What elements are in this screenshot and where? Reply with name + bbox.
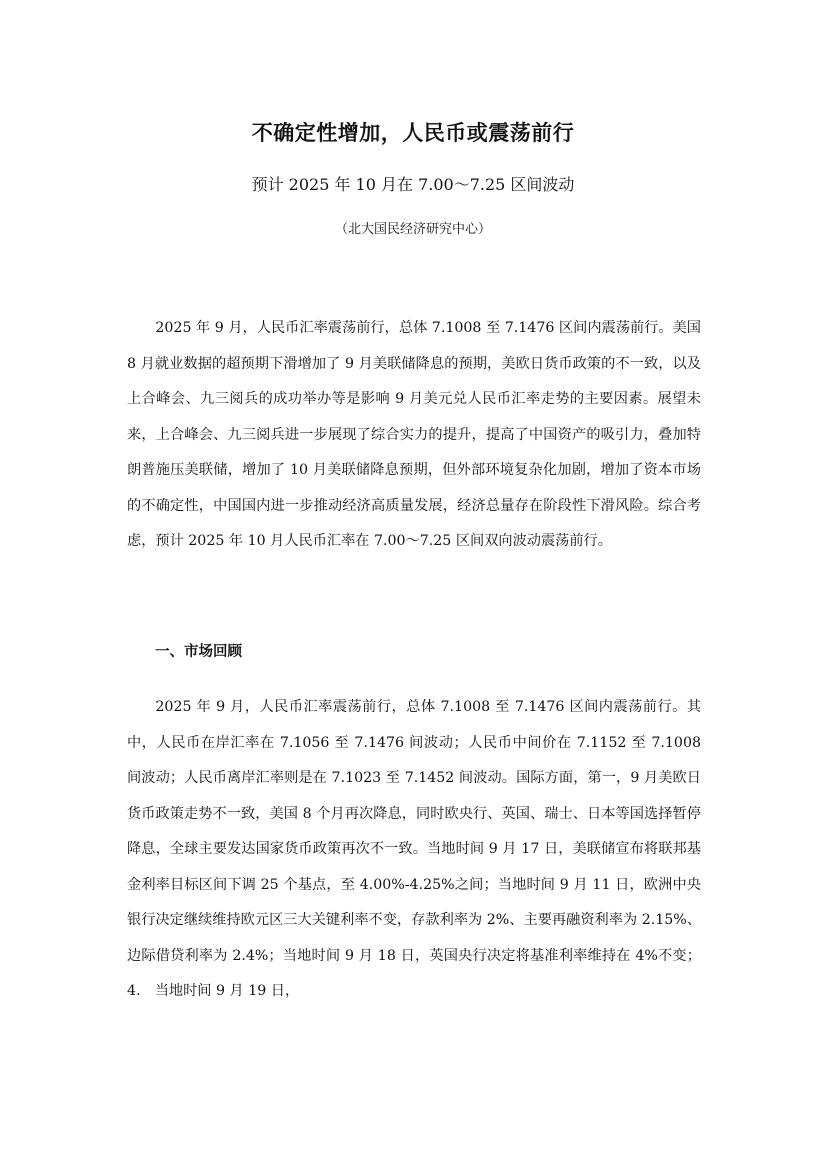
market-review-paragraph: 2025 年 9 月，人民币汇率震荡前行，总体 7.1008 至 7.1476 区间内震荡前行。其中，人民币在岸汇率在 7.1056 至 7.1476 间波动；人民币中间价在 7.1152 至 7.1008 间波动；人民币离岸汇率则是在 7.1023 至 7.1452 间波动。国际方面，第一，9 月美欧日货币政策走势不一致，美国 8 个月再次降息，同时欧央行、英国、瑞士、日本等国选择暂停降息，全球主要发达国家货币政策再次不一致。当地时间 9 月 17 日，美联储宣布将联邦基金利率目标区间下调 25 个基点，至 4.00%-4.25%之间；当地时间 9 月 11 日，欧洲中央银行决定继续维持欧元区三大关键利率不变，存款利率为 2%、主要再融资利率为 2.15%、边际借贷利率为 2.4%；当地时间 9 月 18 日，英国央行决定将基准利率维持在 4%不变；4. 当地时间 9 月 19 日， xyxy=(127,699,701,999)
section-heading-market-review: 一、市场回顾 xyxy=(155,644,242,660)
document-title: 不确定性增加，人民币或震荡前行 xyxy=(251,121,575,145)
author-affiliation: （北大国民经济研究中心） xyxy=(334,222,491,237)
intro-paragraph: 2025 年 9 月，人民币汇率震荡前行，总体 7.1008 至 7.1476 区间内震荡前行。美国 8 月就业数据的超预期下滑增加了 9 月美联储降息的预期，美欧日货币政策的不一致，以及上合峰会、九三阅兵的成功举办等是影响 9 月美元兑人民币汇率走势的主要因素。展望未来，上合峰会、九三阅兵进一步展现了综合实力的提升，提高了中国资产的吸引力，叠加特朗普施压美联储，增加了 10 月美联储降息预期，但外部环境复杂化加剧，增加了资本市场的不确定性，中国国内进一步推动经济高质量发展，经济总量存在阶段性下滑风险。综合考虑，预计 2025 年 10 月人民币汇率在 7.00～7.25 区间双向波动震荡前行。 xyxy=(127,320,701,549)
document-subtitle: 预计 2025 年 10 月在 7.00～7.25 区间波动 xyxy=(251,175,575,194)
